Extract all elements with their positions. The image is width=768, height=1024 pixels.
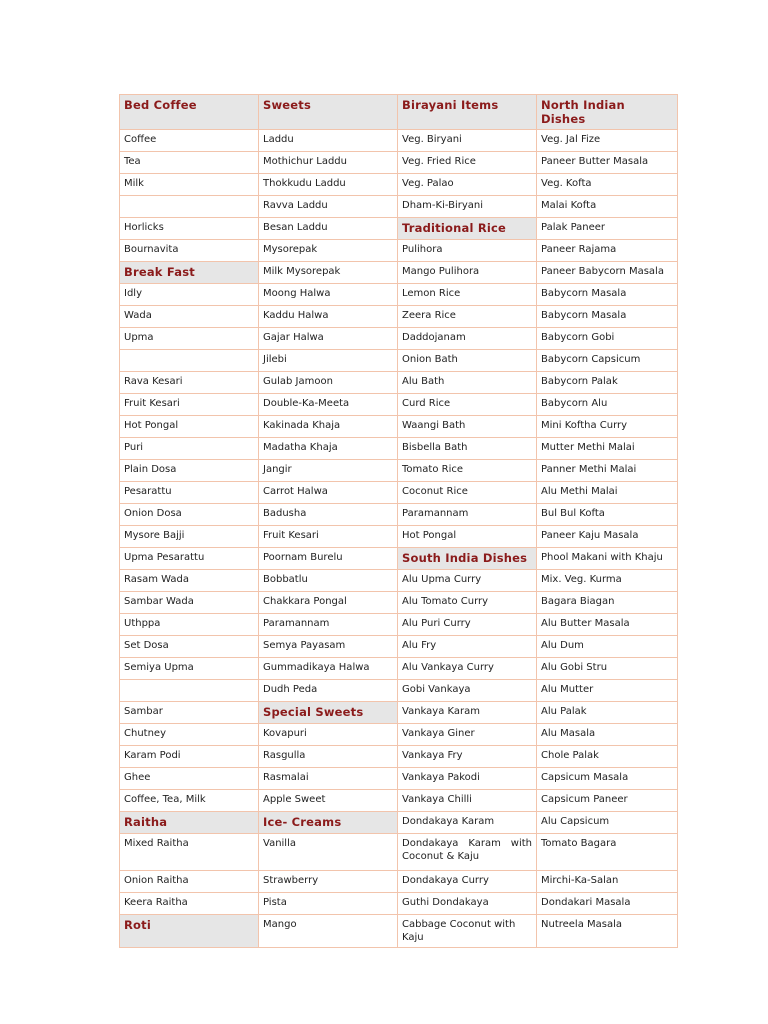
menu-item: Lemon Rice xyxy=(398,284,537,306)
menu-item: Gulab Jamoon xyxy=(259,372,398,394)
menu-item: Alu Upma Curry xyxy=(398,570,537,592)
menu-item: Veg. Biryani xyxy=(398,130,537,152)
menu-item: Moong Halwa xyxy=(259,284,398,306)
menu-item: Mothichur Laddu xyxy=(259,152,398,174)
menu-item: Babycorn Palak xyxy=(537,372,678,394)
menu-item: Curd Rice xyxy=(398,394,537,416)
menu-item: Veg. Fried Rice xyxy=(398,152,537,174)
menu-item: Cabbage Coconut with Kaju xyxy=(398,915,537,948)
menu-item: Alu Butter Masala xyxy=(537,614,678,636)
table-row xyxy=(120,152,678,174)
table-row xyxy=(120,614,678,636)
menu-item: Hot Pongal xyxy=(398,526,537,548)
menu-item: Chole Palak xyxy=(537,746,678,768)
menu-item: Jangir xyxy=(259,460,398,482)
menu-item: Alu Palak xyxy=(537,702,678,724)
menu-item: Fruit Kesari xyxy=(259,526,398,548)
menu-item: Palak Paneer xyxy=(537,218,678,240)
menu-item: Onion Bath xyxy=(398,350,537,372)
menu-item: Uthppa xyxy=(120,614,259,636)
menu-item: Vanilla xyxy=(259,834,398,871)
table-row xyxy=(120,306,678,328)
menu-item: Laddu xyxy=(259,130,398,152)
menu-item: Alu Methi Malai xyxy=(537,482,678,504)
menu-item: Pulihora xyxy=(398,240,537,262)
menu-item: Hot Pongal xyxy=(120,416,259,438)
menu-item: Bisbella Bath xyxy=(398,438,537,460)
menu-item: Coconut Rice xyxy=(398,482,537,504)
menu-item: Kovapuri xyxy=(259,724,398,746)
menu-item: Plain Dosa xyxy=(120,460,259,482)
table-row xyxy=(120,790,678,812)
section-heading-raitha: Raitha xyxy=(120,812,259,834)
menu-item: Paneer Babycorn Masala xyxy=(537,262,678,284)
menu-item: Dondakaya Karam xyxy=(398,812,537,834)
menu-item: Horlicks xyxy=(120,218,259,240)
table-row xyxy=(120,504,678,526)
table-row xyxy=(120,658,678,680)
menu-item: Pista xyxy=(259,893,398,915)
menu-item: Sambar xyxy=(120,702,259,724)
table-row xyxy=(120,350,678,372)
menu-item: Onion Dosa xyxy=(120,504,259,526)
menu-item: Paramannam xyxy=(398,504,537,526)
menu-item: Nutreela Masala xyxy=(537,915,678,948)
menu-item: Puri xyxy=(120,438,259,460)
menu-item: Ravva Laddu xyxy=(259,196,398,218)
menu-item: Alu Fry xyxy=(398,636,537,658)
menu-item: Jilebi xyxy=(259,350,398,372)
menu-item: Gummadikaya Halwa xyxy=(259,658,398,680)
section-heading-south-india-dishes: South India Dishes xyxy=(398,548,537,570)
menu-item: Dondakari Masala xyxy=(537,893,678,915)
menu-item: Vankaya Chilli xyxy=(398,790,537,812)
table-row xyxy=(120,636,678,658)
menu-item: Mango Pulihora xyxy=(398,262,537,284)
menu-item: Milk Mysorepak xyxy=(259,262,398,284)
menu-item: Tomato Rice xyxy=(398,460,537,482)
menu-item: Dondakaya Curry xyxy=(398,871,537,893)
section-heading-birayani-items: Birayani Items xyxy=(398,95,537,130)
menu-item: Bul Bul Kofta xyxy=(537,504,678,526)
section-heading-sweets: Sweets xyxy=(259,95,398,130)
menu-item: Paramannam xyxy=(259,614,398,636)
menu-item: Fruit Kesari xyxy=(120,394,259,416)
menu-item: Babycorn Alu xyxy=(537,394,678,416)
section-heading-traditional-rice: Traditional Rice xyxy=(398,218,537,240)
menu-item: Paneer Rajama xyxy=(537,240,678,262)
menu-item: Alu Masala xyxy=(537,724,678,746)
menu-item: Dham-Ki-Biryani xyxy=(398,196,537,218)
table-row xyxy=(120,893,678,915)
table-row xyxy=(120,680,678,702)
menu-item: Upma Pesarattu xyxy=(120,548,259,570)
menu-item: Strawberry xyxy=(259,871,398,893)
menu-item: Carrot Halwa xyxy=(259,482,398,504)
menu-item: Alu Capsicum xyxy=(537,812,678,834)
menu-item: Dudh Peda xyxy=(259,680,398,702)
menu-item: Paneer Butter Masala xyxy=(537,152,678,174)
table-row xyxy=(120,702,678,724)
menu-item: Panner Methi Malai xyxy=(537,460,678,482)
menu-item: Badusha xyxy=(259,504,398,526)
menu-item: Sambar Wada xyxy=(120,592,259,614)
menu-item: Double-Ka-Meeta xyxy=(259,394,398,416)
table-row xyxy=(120,592,678,614)
table-row xyxy=(120,724,678,746)
table-row xyxy=(120,95,678,130)
table-row xyxy=(120,438,678,460)
menu-item: Vankaya Pakodi xyxy=(398,768,537,790)
menu-item: Babycorn Masala xyxy=(537,306,678,328)
menu-item: Gajar Halwa xyxy=(259,328,398,350)
menu-item: Capsicum Masala xyxy=(537,768,678,790)
menu-item: Milk xyxy=(120,174,259,196)
menu-item: Besan Laddu xyxy=(259,218,398,240)
table-row xyxy=(120,570,678,592)
menu-item: Rava Kesari xyxy=(120,372,259,394)
menu-item: Mini Koftha Curry xyxy=(537,416,678,438)
menu-item: Bagara Biagan xyxy=(537,592,678,614)
menu-item: Chakkara Pongal xyxy=(259,592,398,614)
table-row xyxy=(120,526,678,548)
menu-item: Alu Bath xyxy=(398,372,537,394)
table-row xyxy=(120,394,678,416)
menu-item: Tea xyxy=(120,152,259,174)
menu-item: Kakinada Khaja xyxy=(259,416,398,438)
table-row xyxy=(120,768,678,790)
menu-item: Veg. Palao xyxy=(398,174,537,196)
menu-item: Vankaya Giner xyxy=(398,724,537,746)
menu-item: Coffee, Tea, Milk xyxy=(120,790,259,812)
menu-item: Ghee xyxy=(120,768,259,790)
table-row xyxy=(120,262,678,284)
table-row xyxy=(120,746,678,768)
table-row xyxy=(120,460,678,482)
menu-item: Mix. Veg. Kurma xyxy=(537,570,678,592)
menu-item: Veg. Kofta xyxy=(537,174,678,196)
menu-table xyxy=(119,94,678,948)
menu-item: Idly xyxy=(120,284,259,306)
menu-item: Babycorn Capsicum xyxy=(537,350,678,372)
menu-item: Waangi Bath xyxy=(398,416,537,438)
menu-item: Guthi Dondakaya xyxy=(398,893,537,915)
table-row xyxy=(120,416,678,438)
table-row xyxy=(120,130,678,152)
table-row xyxy=(120,548,678,570)
menu-item: Semiya Upma xyxy=(120,658,259,680)
menu-item: Semya Payasam xyxy=(259,636,398,658)
section-heading-break-fast: Break Fast xyxy=(120,262,259,284)
menu-item: Dondakaya Karam with Coconut & Kaju xyxy=(398,834,537,871)
section-heading-bed-coffee: Bed Coffee xyxy=(120,95,259,130)
menu-item: Madatha Khaja xyxy=(259,438,398,460)
menu-item: Vankaya Karam xyxy=(398,702,537,724)
menu-item: Malai Kofta xyxy=(537,196,678,218)
menu-item: Thokkudu Laddu xyxy=(259,174,398,196)
menu-item: Mysorepak xyxy=(259,240,398,262)
menu-item: Karam Podi xyxy=(120,746,259,768)
menu-item: Kaddu Halwa xyxy=(259,306,398,328)
menu-item: Upma xyxy=(120,328,259,350)
menu-item: Babycorn Gobi xyxy=(537,328,678,350)
menu-item: Alu Vankaya Curry xyxy=(398,658,537,680)
menu-item: Rasmalai xyxy=(259,768,398,790)
section-heading-north-indian-dishes: North Indian Dishes xyxy=(537,95,678,130)
menu-item: Rasam Wada xyxy=(120,570,259,592)
table-row xyxy=(120,174,678,196)
menu-item: Alu Gobi Stru xyxy=(537,658,678,680)
menu-item: Alu Mutter xyxy=(537,680,678,702)
menu-item: Bournavita xyxy=(120,240,259,262)
menu-item: Onion Raitha xyxy=(120,871,259,893)
menu-item: Wada xyxy=(120,306,259,328)
empty-cell xyxy=(120,350,259,372)
menu-item: Mixed Raitha xyxy=(120,834,259,871)
menu-item: Poornam Burelu xyxy=(259,548,398,570)
menu-item: Apple Sweet xyxy=(259,790,398,812)
menu-item: Veg. Jal Fize xyxy=(537,130,678,152)
menu-item: Phool Makani with Khaju xyxy=(537,548,678,570)
table-row xyxy=(120,218,678,240)
menu-item: Daddojanam xyxy=(398,328,537,350)
menu-item: Pesarattu xyxy=(120,482,259,504)
section-heading-special-sweets: Special Sweets xyxy=(259,702,398,724)
menu-item: Gobi Vankaya xyxy=(398,680,537,702)
menu-item: Set Dosa xyxy=(120,636,259,658)
menu-item: Paneer Kaju Masala xyxy=(537,526,678,548)
table-row xyxy=(120,915,678,948)
menu-item: Coffee xyxy=(120,130,259,152)
empty-cell xyxy=(120,196,259,218)
menu-item: Tomato Bagara xyxy=(537,834,678,871)
menu-item: Capsicum Paneer xyxy=(537,790,678,812)
section-heading-roti: Roti xyxy=(120,915,259,948)
menu-item: Alu Dum xyxy=(537,636,678,658)
menu-item: Zeera Rice xyxy=(398,306,537,328)
menu-item: Mysore Bajji xyxy=(120,526,259,548)
table-row xyxy=(120,284,678,306)
empty-cell xyxy=(120,680,259,702)
menu-item: Alu Puri Curry xyxy=(398,614,537,636)
table-row xyxy=(120,240,678,262)
table-row xyxy=(120,328,678,350)
menu-item: Mutter Methi Malai xyxy=(537,438,678,460)
table-row xyxy=(120,812,678,834)
menu-item: Vankaya Fry xyxy=(398,746,537,768)
table-row xyxy=(120,871,678,893)
table-row xyxy=(120,196,678,218)
table-row xyxy=(120,482,678,504)
menu-item: Mango xyxy=(259,915,398,948)
menu-item: Chutney xyxy=(120,724,259,746)
menu-item: Keera Raitha xyxy=(120,893,259,915)
table-row xyxy=(120,834,678,871)
table-row xyxy=(120,372,678,394)
menu-table-container xyxy=(119,94,677,943)
menu-item: Bobbatlu xyxy=(259,570,398,592)
menu-item: Mirchi-Ka-Salan xyxy=(537,871,678,893)
menu-item: Alu Tomato Curry xyxy=(398,592,537,614)
menu-item: Babycorn Masala xyxy=(537,284,678,306)
menu-item: Rasgulla xyxy=(259,746,398,768)
section-heading-ice-creams: Ice- Creams xyxy=(259,812,398,834)
